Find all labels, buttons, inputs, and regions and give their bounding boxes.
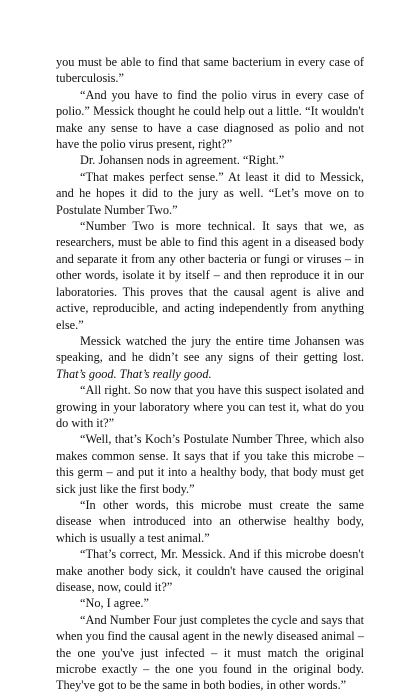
paragraph-12 bbox=[56, 612, 364, 694]
paragraph-3-text: Dr. Johansen nods in agreement. “Right.” bbox=[80, 153, 285, 168]
paragraph-3 bbox=[56, 152, 364, 168]
paragraph-9-text: “In other words, this microbe must create the same disease when introduced into an otherwise healthy body, which is usually a test animal.” bbox=[56, 497, 364, 545]
paragraph-2 bbox=[56, 87, 364, 153]
paragraph-2-text: “And you have to find the polio virus in every case of polio.” Messick thought he could help out a little. “It wouldn't make any sense to have a case diagnosed as polio and not have the polio virus present, right?” bbox=[56, 87, 364, 152]
paragraph-6 bbox=[56, 333, 364, 382]
paragraph-4 bbox=[56, 169, 364, 218]
paragraph-1-text: you must be able to find that same bacterium in every case of tuberculosis.” bbox=[56, 55, 364, 86]
paragraph-6-italic-thought: That’s good. That’s really good. bbox=[56, 366, 212, 381]
paragraph-6-text: Messick watched the jury the entire time Johansen was speaking, and he didn’t see any signs of their getting lost. bbox=[56, 333, 364, 365]
paragraph-7 bbox=[56, 382, 364, 431]
book-page-text bbox=[56, 54, 364, 694]
paragraph-12-text: “And Number Four just completes the cycle and says that when you find the causal agent in the newly diseased animal – the one you've just infected – it must match the original microbe exactly – the one you found in the original body. They've got to be the same in both bodies, in other words.” bbox=[56, 612, 364, 693]
paragraph-1 bbox=[56, 54, 364, 87]
paragraph-7-text: “All right. So now that you have this suspect isolated and growing in your laboratory where you can test it, what do you do with it?” bbox=[56, 383, 364, 430]
paragraph-8 bbox=[56, 431, 364, 497]
paragraph-4-text: “That makes perfect sense.” At least it did to Messick, and he hopes it did to the jury as well. “Let’s move on to Postulate Number Two.” bbox=[56, 169, 364, 217]
paragraph-5 bbox=[56, 218, 364, 333]
paragraph-9 bbox=[56, 497, 364, 546]
paragraph-10 bbox=[56, 546, 364, 595]
paragraph-11-text: “No, I agree.” bbox=[80, 596, 149, 611]
paragraph-10-text: “That’s correct, Mr. Messick. And if this microbe doesn't make another body sick, it couldn't have caused the original disease, now, could it?” bbox=[56, 547, 364, 594]
paragraph-5-text: “Number Two is more technical. It says that we, as researchers, must be able to find this agent in a diseased body and separate it from any other bacteria or fungi or viruses – in other words, isolate it by itself – and then reproduce it in our laboratories. This proves that the causal agent is alive and active, reproducible, and acting independently from anything else.” bbox=[56, 219, 364, 332]
paragraph-8-text: “Well, that’s Koch’s Postulate Number Three, which also makes common sense. It says that if you take this microbe – this germ – and put it into a healthy body, that body must get sick just like the first body.” bbox=[56, 432, 364, 496]
paragraph-11 bbox=[56, 595, 364, 611]
